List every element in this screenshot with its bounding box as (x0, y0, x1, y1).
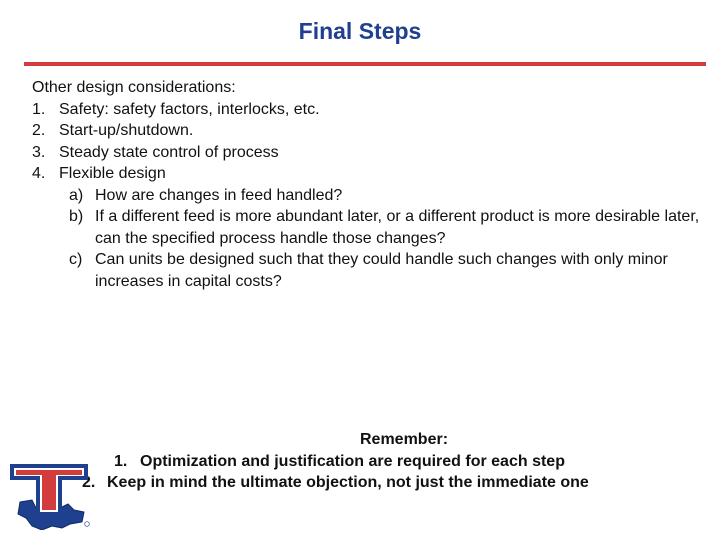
sublist-item (59, 185, 702, 207)
list-item (32, 163, 702, 292)
louisiana-tech-logo-icon (8, 458, 90, 530)
list-item (32, 142, 702, 164)
remember-number: 1. (114, 452, 128, 470)
list-item (32, 120, 702, 142)
sublist-item (59, 206, 702, 249)
remember-box (82, 429, 660, 494)
sublist-text: Can units be designed such that they could handle such changes with only minor increases in capital costs? (95, 251, 668, 290)
sublist-item (59, 249, 702, 292)
list-text: Flexible design (59, 165, 166, 182)
main-content (32, 77, 702, 292)
list-number: 1. (32, 100, 46, 118)
flexible-design-sublist (59, 185, 702, 293)
remember-item (82, 472, 660, 494)
list-text: Start-up/shutdown. (59, 122, 194, 139)
considerations-list (32, 99, 702, 293)
page-title: Final Steps (298, 18, 422, 44)
list-number: 2. (32, 122, 46, 139)
sublist-marker: c) (69, 251, 83, 268)
remember-text: Keep in mind the ultimate objection, not just the immediate one (107, 474, 589, 491)
remember-text: Optimization and justification are required for each step (140, 452, 565, 470)
sublist-text: If a different feed is more abundant later, or a different product is more desirable later, can the specified process handle those changes? (95, 208, 700, 247)
sublist-marker: a) (69, 186, 84, 204)
remember-item (90, 451, 660, 473)
sublist-marker: b) (69, 208, 84, 225)
list-number: 3. (32, 143, 46, 161)
remember-heading: Remember: (359, 431, 449, 448)
sublist-text: How are changes in feed handled? (95, 186, 343, 204)
intro-text: Other design considerations: (32, 79, 236, 96)
list-number: 4. (32, 165, 46, 182)
list-text: Safety: safety factors, interlocks, etc. (59, 100, 320, 118)
title-divider (24, 62, 706, 66)
list-text: Steady state control of process (59, 143, 279, 161)
remember-number: 2. (82, 474, 96, 491)
list-item (32, 99, 702, 121)
